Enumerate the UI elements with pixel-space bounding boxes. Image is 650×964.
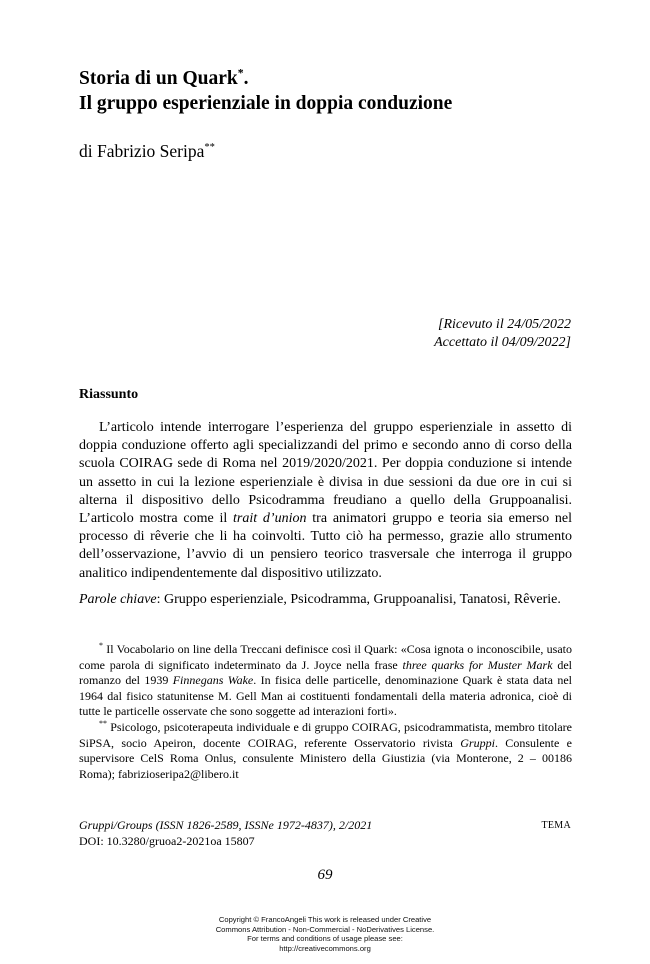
accepted-date: Accettato il 04/09/2022] — [434, 335, 571, 350]
section-label: TEMA — [541, 820, 571, 831]
title-line-1: Storia di un Quark*. — [79, 66, 249, 89]
keywords-label: Parole chiave — [79, 592, 157, 607]
keywords-list: Gruppo esperienziale, Psicodramma, Gruppoanalisi, Tanatosi, Rêverie. — [164, 592, 561, 607]
page-number: 69 — [317, 867, 333, 883]
article-title — [79, 66, 599, 116]
footnote-1-marker: * — [99, 641, 103, 650]
received-date: [Ricevuto il 24/05/2022 — [438, 317, 571, 332]
doi[interactable]: DOI: 10.3280/gruoa2-2021oa 15807 — [79, 833, 255, 848]
author-byline: di Fabrizio Seripa** — [79, 141, 215, 161]
received-dates — [434, 316, 571, 352]
journal-info — [79, 818, 372, 849]
license-notice: Copyright © FrancoAngeli This work is released under Creative Commons Attribution - Non-Commercial - NoDerivatives License. For terms and conditions of usage please see: http://creativecommons.org — [0, 915, 650, 953]
footnote-2: ** Psicologo, psicoterapeuta individuale e di gruppo COIRAG, psicodrammatista, membro titolare SiPSA, socio Apeiron, docente COIRAG, referente Osservatorio rivista Gruppi. Consulente e supervisore CelS Roma Onlus, consulente Ministero della Giustizia (via Monterone, 2 – 00186 Roma); fabrizioseripa2@libero.it — [79, 718, 573, 781]
abstract-heading: Riassunto — [79, 387, 139, 402]
keywords: Parole chiave: Gruppo esperienziale, Psicodramma, Gruppoanalisi, Tanatosi, Rêverie. — [79, 592, 561, 607]
license-link[interactable]: http://creativecommons.org — [279, 943, 371, 953]
title-line-2: Il gruppo esperienziale in doppia conduzione — [79, 93, 453, 114]
journal-citation: Gruppi/Groups (ISSN 1826-2589, ISSNe 1972-4837), 2/2021 — [79, 818, 373, 832]
author-footnote-marker[interactable]: ** — [204, 142, 215, 154]
abstract-italic-term: trait d’union — [233, 511, 307, 527]
footnote-1: * Il Vocabolario on line della Treccani definisce così il Quark: «Cosa ignota o inconoscibile, usato come parola di significato indeterminato da J. Joyce nella frase three quarks for Muster Mark del romanzo del 1939 Finnegans Wake. In fisica delle particelle, denominazione Quark è stata data nel 1964 dal fisico statunitense M. Gell Man ai costituenti fondamentali della materia adronica, cioè di tutte le particelle osservate che sono soggette ad interazioni forti». — [79, 641, 572, 719]
title-footnote-marker[interactable]: * — [237, 66, 244, 80]
footnote-2-marker: ** — [99, 718, 107, 728]
footnotes — [79, 642, 572, 782]
abstract-text: L’articolo intende interrogare l’esperienza del gruppo esperienziale in assetto di doppia conduzione offerto agli specializzandi del primo e secondo anno di corso della scuola COIRAG sede di Roma nel 2019/2020/2021. Per doppia conduzione si intende un assetto in cui la lezione esperienziale è divisa in due sessioni da due ore in cui si alterna il dispositivo dello Psicodramma freudiano a quello della Gruppoanalisi. L’articolo mostra come il trait d’union tra animatori gruppo e teoria sia emerso nel processo di rêverie che li ha coinvolti. Tutto ciò ha permesso, grazie allo strumento dell’osservazione, l’avvio di un pensiero teorico trasversale che interroga il gruppo analitico indipendentemente dal dispositivo utilizzato. — [79, 420, 572, 581]
